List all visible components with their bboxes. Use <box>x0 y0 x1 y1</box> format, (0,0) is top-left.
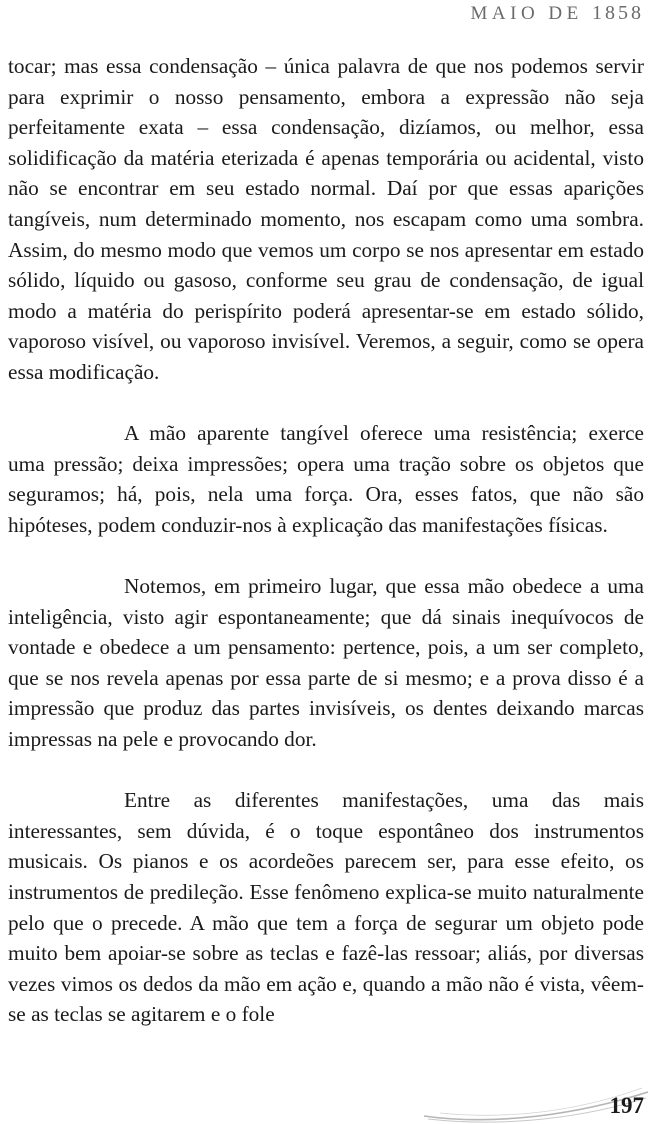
running-header <box>471 2 645 25</box>
paragraph-musical-instruments: Entre as diferentes manifestações, uma das mais interessantes, sem dúvida, é o toque espontâneo dos instrumentos musicais. Os pianos e os acordeões parecem ser, para esse efeito, os instrumentos de predileção. Esse fenômeno explica-se muito naturalmente pelo que o precede. A mão que tem a força de segurar um objeto pode muito bem apoiar-se sobre as teclas e fazê-las ressoar; aliás, por diversas vezes vimos os dedos da mão em ação e, quando a mão não é vista, vêem-se as teclas se agitarem e o fole <box>8 788 644 1027</box>
paragraph-intelligence: Notemos, em primeiro lugar, que essa mão obedece a uma inteligência, visto agir espontaneamente; que dá sinais inequívocos de vontade e obedece a um pensamento: pertence, pois, a um ser completo, que se nos revela apenas por essa parte de si mesmo; e a prova disso é a impressão que produz das partes invisíveis, os dentes deixando marcas impressas na pele e provocando dor. <box>8 574 644 752</box>
header-month: MAIO <box>470 3 540 24</box>
page-number: 197 <box>609 1093 644 1118</box>
paragraph-continuation: tocar; mas essa condensação – única palavra de que nos podemos servir para exprimir o nosso pensamento, embora a expressão não seja perfeitamente exata – essa condensação, dizíamos, ou melhor, essa solidificação da matéria eterizada é apenas temporária ou acidental, visto não se encontrar em seu estado normal. Daí por que essas aparições tangíveis, num determinado momento, nos escapam como uma sombra. Assim, do mesmo modo que vemos um corpo se nos apresentar em estado sólido, líquido ou gasoso, conforme seu grau de condensação, de igual modo a matéria do perispírito poderá apresentar-se em estado sólido, vaporoso visível, ou vaporoso invisível. Veremos, a seguir, como se opera essa modificação. <box>8 54 644 384</box>
paragraph-tangible-hand: A mão aparente tangível oferece uma resistência; exerce uma pressão; deixa impressões; opera uma tração sobre os objetos que seguramos; há, pois, nela uma força. Ora, esses fatos, que não são hipóteses, podem conduzir-nos à explicação das manifestações físicas. <box>8 421 644 537</box>
header-preposition: DE <box>548 3 583 24</box>
header-year: 1858 <box>592 2 644 24</box>
body-text <box>8 51 644 1030</box>
